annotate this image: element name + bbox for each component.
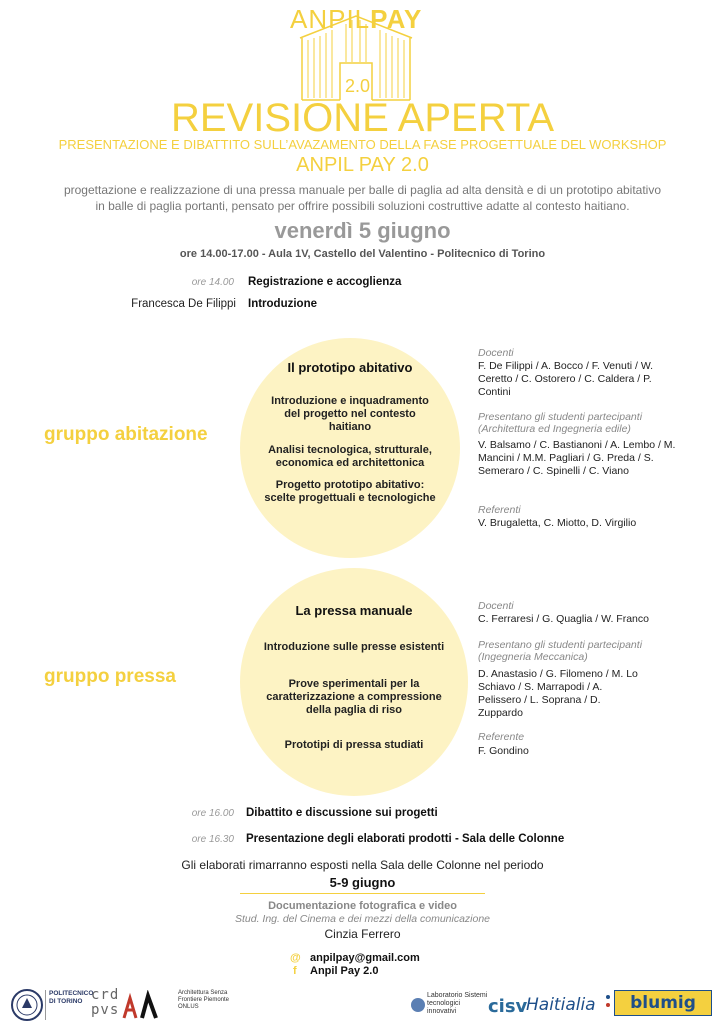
- housing-topic: Analisi tecnologica, strutturale, economica ed architettonica: [268, 444, 432, 469]
- contact-facebook[interactable]: Anpil Pay 2.0: [310, 965, 379, 977]
- agenda-item: Dibattito e discussione sui progetti: [246, 807, 438, 819]
- agenda-item: Presentazione degli elaborati prodotti - Sala delle Colonne: [246, 833, 565, 845]
- housing-topic: Introduzione e inquadramento del progetto nel contesto haitiano: [271, 395, 429, 433]
- crd-logo-bottom: pvs: [91, 1002, 120, 1018]
- agenda-item: Introduzione: [248, 298, 317, 310]
- documentation-title: Documentazione fotografica e video: [268, 900, 457, 912]
- agenda-time: ore 16.00: [191, 808, 234, 819]
- asf-logo-text: Architettura Senza Frontiere Piemonte ONLUS: [178, 990, 230, 1010]
- blumig-logo: blumig: [614, 990, 712, 1016]
- agenda-time: ore 16.30: [191, 834, 234, 845]
- housing-circle-title: Il prototipo abitativo: [287, 360, 413, 375]
- crd-logo-top: crd: [91, 987, 120, 1003]
- workshop-name: ANPIL PAY 2.0: [296, 154, 429, 176]
- exhibit-text: Gli elaborati rimarranno esposti nella Sala delle Colonne nel periodo: [181, 858, 544, 872]
- divider: [45, 990, 46, 1020]
- referenti-label: Referenti: [478, 504, 521, 516]
- studenti-label: Presentano gli studenti partecipanti (Ingegneria Meccanica): [478, 639, 643, 663]
- polito-seal-icon: [10, 988, 44, 1022]
- asf-logo-icon: [122, 990, 172, 1020]
- event-date: venerdì 5 giugno: [274, 218, 451, 243]
- haitialia-logo: Haitialia: [526, 995, 596, 1015]
- docenti-label: Docenti: [478, 347, 514, 359]
- documentation-school: Stud. Ing. del Cinema e dei mezzi della comunicazione: [234, 913, 491, 925]
- docenti-label: Docenti: [478, 600, 514, 612]
- logo-suffix: PAY: [370, 4, 423, 34]
- page-title: REVISIONE APERTA: [170, 96, 555, 140]
- documentation-person: Cinzia Ferrero: [324, 927, 401, 941]
- cisv-logo: cisv: [488, 996, 528, 1017]
- group-housing-label: gruppo abitazione: [44, 424, 208, 445]
- press-topic: Prototipi di pressa studiati: [284, 739, 424, 751]
- haitialia-dots-icon: [606, 995, 610, 1009]
- agenda-time: ore 14.00: [191, 277, 234, 288]
- lab-logo-text: Laboratorio Sistemi tecnologici innovativi: [427, 992, 488, 1015]
- housing-topic: Progetto prototipo abitativo: scelte progettuali e tecnologiche: [264, 479, 436, 504]
- studenti-label: Presentano gli studenti partecipanti (Architettura ed Ingegneria edile): [478, 411, 643, 435]
- agenda-item: Registrazione e accoglienza: [248, 276, 402, 288]
- press-circle-title: La pressa manuale: [295, 603, 413, 618]
- agenda-speaker: Francesca De Filippi: [131, 298, 236, 310]
- logo-wordmark: [290, 4, 422, 35]
- docenti-list: C. Ferraresi / G. Quaglia / W. Franco: [478, 613, 649, 625]
- lab-logo-icon: [410, 993, 426, 1017]
- studenti-list: D. Anastasio / G. Filomeno / M. Lo Schiavo / S. Marrapodi / A. Pelissero / L. Soprana / D. Zuppardo: [478, 668, 638, 719]
- event-venue: ore 14.00-17.00 - Aula 1V, Castello del Valentino - Politecnico di Torino: [179, 248, 546, 260]
- logo-version: 2.0: [345, 76, 371, 96]
- group-press-label: gruppo pressa: [44, 666, 176, 687]
- referenti-label: Referente: [478, 731, 525, 743]
- polito-logo: POLITECNICO DI TORINO: [49, 990, 94, 1005]
- studenti-list: V. Balsamo / C. Bastianoni / A. Lembo / M. Mancini / M.M. Pagliari / G. Preda / S. Semeraro / C. Spinelli / C. Viano: [478, 439, 676, 477]
- email-icon: @: [290, 952, 301, 964]
- exhibit-dates: 5-9 giugno: [329, 875, 396, 890]
- referenti-list: V. Brugaletta, C. Miotto, D. Virgilio: [478, 517, 637, 529]
- logo-prefix: ANPIL: [290, 4, 371, 34]
- facebook-icon: f: [293, 965, 297, 977]
- page-subtitle: PRESENTAZIONE E DIBATTITO SULL’AVAZAMENTO DELLA FASE PROGETTUALE DEL WORKSHOP: [58, 137, 667, 152]
- press-topic: Prove sperimentali per la caratterizzazione a compressione della paglia di riso: [266, 678, 442, 716]
- contact-email[interactable]: anpilpay@gmail.com: [310, 952, 420, 964]
- referenti-list: F. Gondino: [478, 745, 529, 757]
- press-topic: Introduzione sulle presse esistenti: [263, 641, 445, 653]
- divider: [240, 893, 485, 894]
- docenti-list: F. De Filippi / A. Bocco / F. Venuti / W. Ceretto / C. Ostorero / C. Caldera / P. Contini: [478, 360, 654, 398]
- workshop-description: progettazione e realizzazione di una pressa manuale per balle di paglia ad alta densità e di un prototipo abitativo in balle di paglia portanti, pensato per offrire possibili soluzioni costruttive adatte al contesto haitiano.: [63, 183, 662, 213]
